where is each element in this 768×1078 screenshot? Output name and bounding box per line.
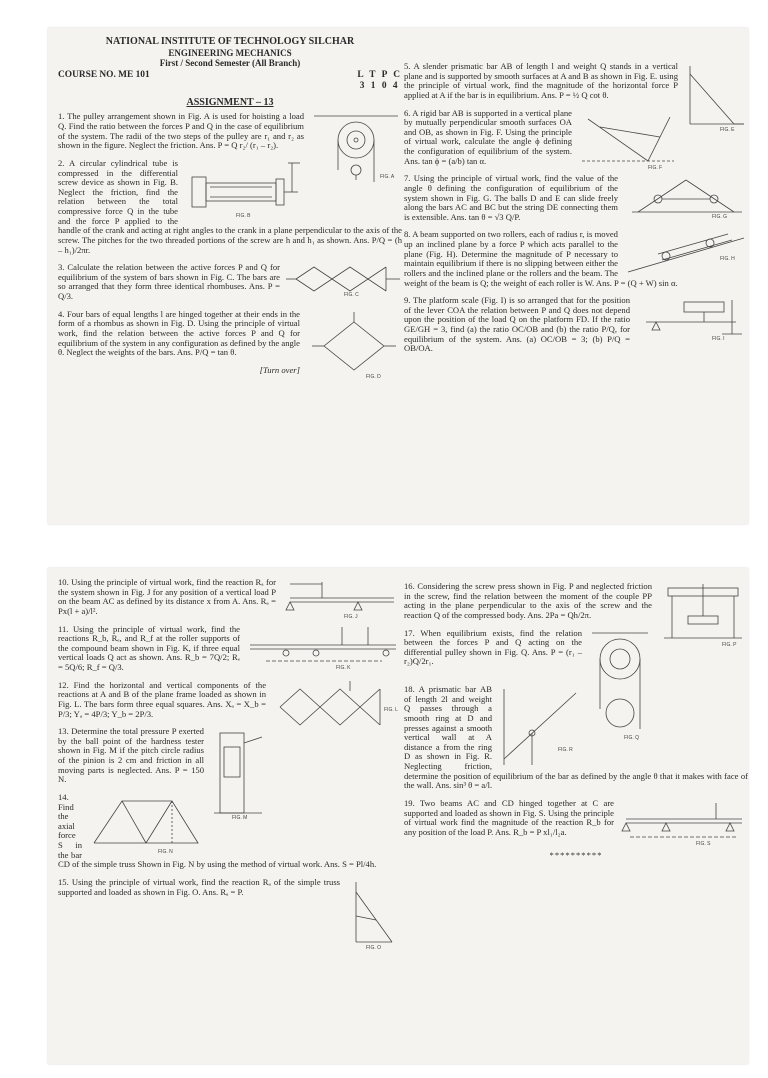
figure-h — [624, 230, 748, 276]
figure-n — [88, 793, 204, 855]
page2-right-column — [404, 568, 748, 1078]
page2-left-column — [58, 568, 402, 1074]
figure-c — [286, 263, 402, 297]
question-5 — [404, 61, 748, 132]
figure-h-label: FIG. H — [720, 256, 735, 263]
question-text: Using the principle of virtual work, find the reactions R_b, Rₑ, and R_f at the roller supports of the compound beam shown in Fig. K, if three equal vertical loads Q act as shown. Ans. R_b = 7Q/2; Rₑ = 5Q/6; R_f = Q/3. — [58, 623, 240, 672]
question-number: 12. — [58, 679, 69, 690]
question-number: 4. — [58, 308, 65, 319]
ltpc-values: 3 1 0 4 — [359, 80, 400, 91]
question-number: 19. — [404, 797, 415, 808]
figure-p-label: FIG. P — [722, 642, 737, 648]
ltpc-label: L T P C — [357, 70, 402, 81]
question-number: 15. — [58, 876, 69, 887]
figure-o — [346, 878, 402, 950]
course-number: COURSE NO. ME 101 — [58, 70, 150, 81]
figure-s — [620, 799, 748, 845]
semester-line: First / Second Semester (All Branch) — [159, 57, 301, 68]
question-15 — [58, 876, 402, 950]
question-text: Four bars of equal lengths l are hinged together at their ends in the form of a rhombus as shown in Fig. D. Using the principle of virtual work, find the relation between the active forces P and Q for equilibrium of the system in any configuration as defined by the angle θ. Neglect the weights of the bars. Ans. P/Q = tan θ. — [58, 308, 300, 358]
figure-r — [498, 685, 582, 769]
question-number: 1. — [58, 111, 65, 122]
question-text: Calculate the relation between the active forces P and Q for equilibrium of the system of bars shown in Fig. C. The bars are so arranged that they form three identical rhombuses. Ans. P = Q/3. — [58, 262, 280, 302]
question-number: 8. — [404, 229, 411, 240]
document-header — [58, 36, 402, 68]
question-1 — [58, 111, 402, 181]
question-text: A prismatic bar AB of length 2l and weight Q passes through a smooth ring at D and presses against a smooth vertical wall at A distance a from the ring D as shown in Fig. R. Neglecting friction, determine the position of equilibrium of the bar as defined by the angle θ that it makes with face of the wall. Ans. sin³ θ = a/l. — [404, 684, 748, 791]
question-3 — [58, 263, 402, 302]
question-number: 6. — [404, 107, 411, 118]
assignment-title: ASSIGNMENT – 13 — [186, 97, 274, 109]
question-19 — [404, 797, 748, 845]
figure-j — [282, 578, 402, 622]
question-7 — [404, 174, 748, 222]
figure-i-label: FIG. I — [712, 336, 725, 343]
question-text: A beam supported on two rollers, each of radius r, is moved up an inclined plane by a force P which acts parallel to the plane (Fig. H). Determine the magnitude of P necessary to maintain equilibrium if there is no slipping between either the rollers and the inclined plane or the rollers and the beam. The weight of the beam is Q; the weight of each roller is W. Ans. P = (Q + W) sin α. — [404, 229, 678, 288]
figure-m-label: FIG. M — [232, 815, 248, 820]
figure-e — [684, 62, 748, 132]
course-row — [58, 70, 402, 91]
figure-r-label: FIG. R — [558, 747, 573, 753]
assignment-page-2 — [48, 568, 748, 1064]
question-number: 16. — [404, 581, 415, 591]
question-text: Using the principle of virtual work, find the reaction Rₐ of the simple truss supported and loaded as shown in Fig. O. Ans. Rₐ = P. — [58, 876, 341, 897]
figure-g — [624, 174, 748, 218]
question-number: 3. — [58, 262, 65, 273]
question-10 — [58, 577, 402, 620]
figure-a — [310, 112, 402, 184]
question-text: Find the axial force S in the bar CD of the simple truss Shown in Fig. N by using the method of virtual work. Ans. S = Pl/4h. — [58, 801, 377, 870]
question-number: 18. — [404, 684, 415, 694]
end-stars: ********** — [549, 849, 603, 860]
figure-d — [306, 310, 402, 380]
figure-d-label: FIG. D — [366, 373, 381, 380]
question-number: 17. — [404, 627, 415, 638]
assignment-page-1 — [48, 28, 748, 524]
question-number: 10. — [58, 577, 69, 587]
question-18 — [404, 685, 748, 791]
question-text: A circular cylindrical tube is compressed in the differential screw device as shown in Fig. B. Neglect the friction, find the relation between the total compressive force Q in the tube and the force P applied to the handle of the crank and acting at right angles to the crank in a plane perpendicular to the axis of the screw. The pitches for the two threaded portions of the screw are h and h₁ as shown. Ans. P/Q = (h – h₁)/2πr. — [58, 157, 402, 255]
question-text: The pulley arrangement shown in Fig. A is used for hoisting a load Q. Find the ratio between the forces P and Q in the case of equilibrium of the system. The radii of the two steps of the pulley are r₁ and r₂ as shown in the figure. Neglect the friction. Ans. P = Q r₂/ (r₁ – r₂). — [58, 111, 304, 151]
figure-a-label: FIG. A — [380, 174, 395, 181]
question-number: 14. — [58, 791, 69, 802]
figure-g-label: FIG. G — [712, 214, 727, 219]
figure-l-label: FIG. L — [384, 706, 398, 713]
figure-k — [246, 625, 402, 669]
question-11 — [58, 625, 402, 673]
figure-q-label: FIG. Q — [624, 734, 639, 741]
turn-over-note: [Turn over] — [259, 364, 300, 375]
question-text: Determine the total pressure P exerted by the ball point of the hardness tester shown in Fig. M if the pitch circle radius of the pinion is 2 cm and friction in all moving parts is neglected. Ans. P = 150 N. — [58, 726, 204, 785]
question-text: Using the principle of virtual work, find the reaction Rₐ for the system shown in Fig. J for any position of a vertical load P on the beam AC as defined by its distance x from A. Ans. Rₐ = Px(l + a)/l². — [58, 577, 276, 616]
figure-j-label: FIG. J — [344, 614, 358, 620]
figure-p — [658, 582, 748, 648]
question-text: A slender prismatic bar AB of length l and weight Q stands in a vertical plane and is supported by smooth surfaces at A and B as shown in Fig. E. using the principle of virtual work, find the magnitude of the horizontal force P applied at A if the bar is in equilibrium. Ans. P = ½ Q cot θ. — [404, 61, 678, 100]
subject-name: ENGINEERING MECHANICS — [168, 47, 292, 58]
figure-s-label: FIG. S — [696, 840, 711, 845]
figure-b — [184, 159, 304, 221]
question-text: Considering the screw press shown in Fig. P and neglected friction in the screw, find the relation between the moment of the couple PP acting in the plane perpendicular to the axis of the screw and the reaction Q of the compressed body. Ans. 2Pa = Qh/2π. — [404, 581, 652, 620]
question-text: Find the horizontal and vertical components of the reactions at A and B of the plane frame loaded as shown in Fig. L. The bars form three equal squares. Ans. Xₐ = X_b = P/3; Yₐ = 4P/3; Y_b = 2P/3. — [58, 679, 267, 719]
question-number: 5. — [404, 61, 411, 71]
figure-e-label: FIG. E — [720, 127, 735, 132]
question-number: 13. — [58, 726, 69, 737]
figure-n-label: FIG. N — [158, 848, 173, 855]
figure-k-label: FIG. K — [336, 664, 351, 669]
question-text: Two beams AC and CD hinged together at C are supported and loaded as shown in Fig. S. Using the principle of virtual work find the magnitude of the reaction R_b for any position of the load P. Ans. R_b = P xl₁/l₂a. — [404, 797, 614, 837]
figure-o-label: FIG. O — [366, 944, 381, 950]
question-number: 7. — [404, 173, 411, 184]
question-text: The platform scale (Fig. I) is so arranged that for the position of the lever COA the relation between P and Q does not depend upon the position of the load Q on the platform FD. If the ratio GE/GH = 3, find (a) the ratio OC/OB and (b) the ratio P/Q, for equilibrium of the system. Ans. (a) OC/OB = 3; (b) P/Q = OB/OA. — [404, 295, 630, 354]
question-text: Using the principle of virtual work, find the value of the angle θ defining the configuration of equilibrium of the system shown in Fig. G. The balls D and E can slide freely along the bars AC and BC but the string DE connecting them is extensible. Ans. tan θ = √3 Q/P. — [404, 173, 618, 222]
question-12 — [58, 681, 402, 720]
question-number: 11. — [58, 623, 69, 634]
ltpc-block — [357, 70, 402, 91]
page1-left-column — [58, 28, 402, 524]
question-text: When equilibrium exists, find the relation between the forces P and Q acting on the differential pulley shown in Fig. Q. Ans. P = (r₁ – r₂)Q/2r₁. — [404, 627, 582, 667]
institute-name: NATIONAL INSTITUTE OF TECHNOLOGY SILCHAR — [105, 36, 355, 47]
figure-b-label: FIG. B — [236, 212, 251, 219]
question-8 — [404, 230, 748, 288]
figure-q — [588, 629, 652, 741]
question-9 — [404, 296, 748, 354]
question-text: A rigid bar AB is supported in a vertical plane by mutually perpendicular smooth surfaces OA and OB, as shown in Fig. F. Using the principle of virtual work, calculate the angle ϕ defining the configuration of equilibrium of the system. Ans. tan ϕ = (a/b) tan α. — [404, 107, 572, 166]
figure-f-label: FIG. F — [648, 164, 663, 171]
figure-l — [272, 681, 402, 733]
question-number: 9. — [404, 295, 411, 306]
figure-m — [210, 727, 266, 819]
figure-f — [578, 109, 678, 171]
figure-i — [636, 296, 748, 342]
page1-right-column — [404, 28, 748, 558]
figure-c-label: FIG. C — [344, 292, 359, 298]
question-number: 2. — [58, 157, 65, 168]
